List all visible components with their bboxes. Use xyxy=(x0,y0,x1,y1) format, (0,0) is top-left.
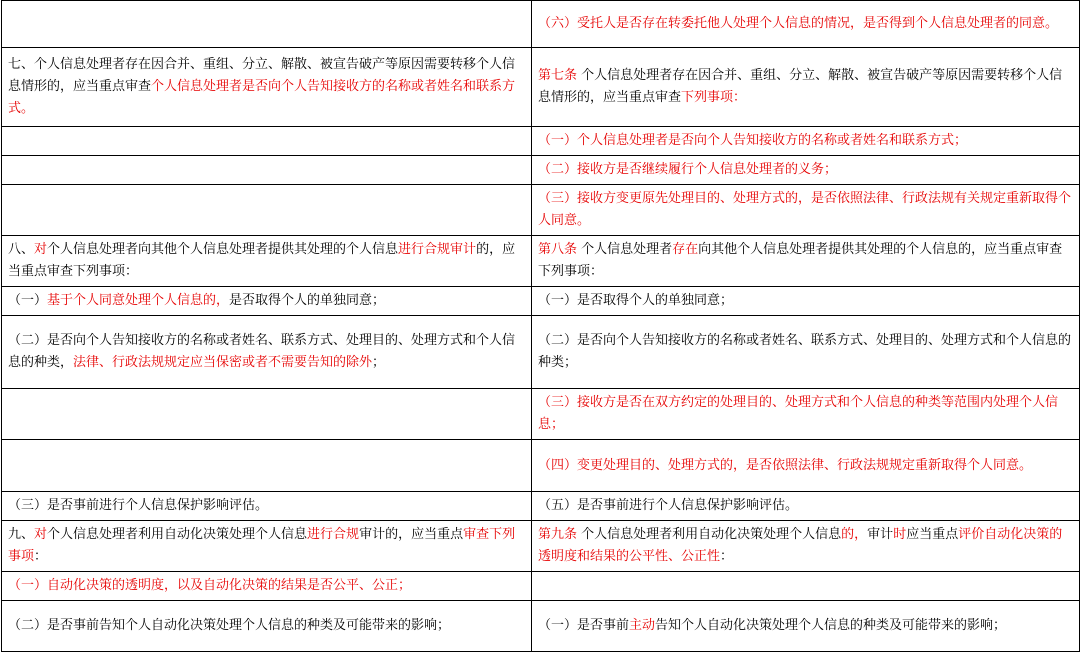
highlighted-text: （一）自动化决策的透明度，以及自动化决策的结果是否公平、公正； xyxy=(8,578,412,593)
table-row xyxy=(2,389,1080,440)
cell-text: 向其他个人信息处理者提供其处理的个人信息的，应当重点审查下列事项： xyxy=(538,242,1063,279)
highlighted-text: 时 xyxy=(893,527,907,542)
highlighted-text: （四）变更处理目的、处理方式的，是否依照法律、行政法规规定重新取得个人同意。 xyxy=(538,457,1033,473)
cell-text: 是否取得个人的单独同意； xyxy=(229,293,386,308)
highlighted-text: 的， xyxy=(841,527,868,542)
cell-text: 个人信息处理者利用自动化决策处理个人信息 xyxy=(577,527,842,542)
cell-text: （一）是否事前 xyxy=(538,618,630,633)
right-cell xyxy=(532,521,1080,572)
highlighted-text: 个人信息处理者是否向个人告知接收方的名称或者姓名和联系方式。 xyxy=(8,79,516,116)
highlighted-text: （一）个人信息处理者是否向个人告知接收方的名称或者姓名和联系方式； xyxy=(538,133,968,148)
highlighted-text: 第九条 xyxy=(538,527,578,542)
cell-text: 告知个人自动化决策处理个人信息的种类及可能带来的影响； xyxy=(655,618,1007,633)
cell-text: 应当重点 xyxy=(906,527,959,542)
right-cell xyxy=(532,492,1080,521)
highlighted-text: 存在 xyxy=(672,242,699,257)
table-row xyxy=(2,236,1080,287)
left-cell xyxy=(2,440,532,492)
highlighted-text: 法律、行政法规规定应当保密或者不需要告知的除外 xyxy=(73,355,373,370)
right-cell xyxy=(532,316,1080,389)
table-row xyxy=(2,1,1080,48)
cell-text: 审计的，应当重点 xyxy=(359,527,464,542)
cell-text: 个人信息处理者 xyxy=(577,242,673,257)
right-cell xyxy=(532,156,1080,185)
cell-text: 审计 xyxy=(867,527,894,542)
highlighted-text: 下列事项： xyxy=(681,90,747,105)
cell-text: ： xyxy=(34,549,48,564)
cell-text: （二）是否向个人告知接收方的名称或者姓名、联系方式、处理目的、处理方式和个人信息的种类， xyxy=(8,333,516,370)
cell-text: 的，应当重点审查下列事项： xyxy=(8,242,516,279)
right-cell xyxy=(532,1,1080,48)
highlighted-text: 审查下列事项 xyxy=(8,527,516,564)
highlighted-text: （三）接收方变更原先处理目的、处理方式的，是否依照法律、行政法规有关规定重新取得个人同意。 xyxy=(538,191,1072,228)
left-cell xyxy=(2,236,532,287)
right-cell xyxy=(532,236,1080,287)
highlighted-text: （二）接收方是否继续履行个人信息处理者的义务； xyxy=(538,162,838,177)
left-cell xyxy=(2,156,532,185)
right-cell xyxy=(532,601,1080,652)
cell-text: 个人信息处理者向其他个人信息处理者提供其处理的个人信息 xyxy=(47,242,399,257)
right-cell xyxy=(532,389,1080,440)
table-row xyxy=(2,440,1080,492)
highlighted-text: 进行合规 xyxy=(307,527,360,542)
highlighted-text: （三）接收方是否在双方约定的处理目的、处理方式和个人信息的种类等范围内处理个人信息； xyxy=(538,395,1059,432)
right-cell xyxy=(532,440,1080,492)
right-cell xyxy=(532,48,1080,127)
cell-text: 八、 xyxy=(8,242,35,257)
left-cell xyxy=(2,572,532,601)
left-cell xyxy=(2,492,532,521)
highlighted-text: 对 xyxy=(34,242,48,257)
highlighted-text: 对 xyxy=(34,527,48,542)
right-cell xyxy=(532,185,1080,236)
left-cell xyxy=(2,389,532,440)
left-cell xyxy=(2,316,532,389)
cell-text: 七、个人信息处理者存在因合并、重组、分立、解散、被宣告破产等原因需要转移个人信息情形的，应当重点审查 xyxy=(8,57,516,94)
cell-text: （一）是否取得个人的单独同意； xyxy=(538,293,734,308)
cell-text: 个人信息处理者利用自动化决策处理个人信息 xyxy=(47,527,308,542)
right-cell xyxy=(532,287,1080,316)
highlighted-text: 第八条 xyxy=(538,242,578,257)
table-row xyxy=(2,521,1080,572)
table-row xyxy=(2,316,1080,389)
highlighted-text: （六）受托人是否存在转委托他人处理个人信息的情况，是否得到个人信息处理者的同意。 xyxy=(538,16,1059,31)
cell-text: （三）是否事前进行个人信息保护影响评估。 xyxy=(8,498,269,513)
highlighted-text: 基于个人同意处理个人信息的， xyxy=(47,293,230,308)
comparison-table xyxy=(1,0,1080,652)
highlighted-text: 进行合规审计 xyxy=(398,242,477,257)
left-cell xyxy=(2,48,532,127)
right-cell xyxy=(532,572,1080,601)
cell-text: ： xyxy=(720,549,734,564)
highlighted-text: 主动 xyxy=(629,618,656,633)
cell-text: （二）是否向个人告知接收方的名称或者姓名、联系方式、处理目的、处理方式和个人信息的种类； xyxy=(538,333,1072,370)
table-row xyxy=(2,572,1080,601)
cell-text: （五）是否事前进行个人信息保护影响评估。 xyxy=(538,498,799,513)
cell-text: ； xyxy=(372,355,386,370)
left-cell xyxy=(2,127,532,156)
table-row xyxy=(2,601,1080,652)
cell-text: （二）是否事前告知个人自动化决策处理个人信息的种类及可能带来的影响； xyxy=(8,618,451,633)
highlighted-text: 第七条 xyxy=(538,68,578,83)
table-row xyxy=(2,287,1080,316)
left-cell xyxy=(2,601,532,652)
table-row xyxy=(2,48,1080,127)
left-cell xyxy=(2,1,532,48)
table-row xyxy=(2,492,1080,521)
right-cell xyxy=(532,127,1080,156)
cell-text: 九、 xyxy=(8,527,35,542)
table-row xyxy=(2,156,1080,185)
table-row xyxy=(2,185,1080,236)
left-cell xyxy=(2,287,532,316)
left-cell xyxy=(2,185,532,236)
cell-text: （一） xyxy=(8,293,48,308)
highlighted-text: 评价自动化决策的透明度和结果的公平性、公正性 xyxy=(538,527,1063,564)
left-cell xyxy=(2,521,532,572)
cell-text: 个人信息处理者存在因合并、重组、分立、解散、被宣告破产等原因需要转移个人信息情形的，应当重点审查 xyxy=(538,68,1063,105)
table-row xyxy=(2,127,1080,156)
comparison-table-body xyxy=(2,1,1080,652)
